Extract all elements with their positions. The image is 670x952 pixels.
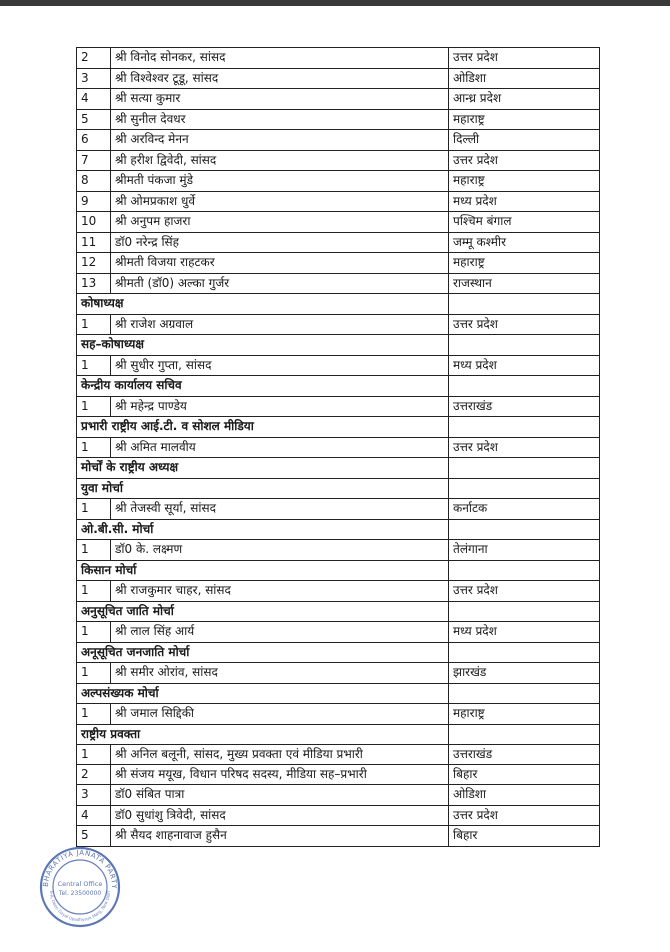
member-name: श्री लाल सिंह आर्य	[111, 622, 449, 643]
stamp-office: Central Office	[57, 880, 103, 888]
section-title: ओ.बी.सी. मोर्चा	[77, 519, 449, 540]
member-name: डॉ0 के. लक्ष्मण	[111, 540, 449, 561]
table-row	[77, 191, 600, 212]
member-state: उत्तर प्रदेश	[449, 314, 600, 335]
row-number: 5	[77, 109, 111, 130]
member-state: राजस्थान	[449, 273, 600, 294]
table-row	[77, 212, 600, 233]
table-row	[77, 109, 600, 130]
member-name: श्री सुनील देवधर	[111, 109, 449, 130]
row-number: 5	[77, 826, 111, 847]
member-name: श्री अरविन्द मेनन	[111, 130, 449, 151]
member-name: श्री अनिल बलूनी, सांसद, मुख्य प्रवक्ता एवं मीडिया प्रभारी	[111, 745, 449, 765]
row-number: 1	[77, 355, 111, 376]
section-header-row	[77, 560, 600, 581]
section-empty-cell	[449, 560, 600, 581]
member-state: बिहार	[449, 826, 600, 847]
table-row	[77, 499, 600, 520]
row-number: 3	[77, 68, 111, 89]
section-empty-cell	[449, 376, 600, 397]
section-empty-cell	[449, 642, 600, 663]
table-row	[77, 745, 600, 765]
member-state: उत्तर प्रदेश	[449, 48, 600, 69]
table-row	[77, 150, 600, 171]
member-state: महाराष्ट्र	[449, 109, 600, 130]
section-header-row	[77, 376, 600, 397]
member-state: कर्नाटक	[449, 499, 600, 520]
row-number: 12	[77, 253, 111, 274]
member-state: पश्चिम बंगाल	[449, 212, 600, 233]
table-row	[77, 232, 600, 253]
row-number: 6	[77, 130, 111, 151]
section-header-row	[77, 478, 600, 499]
section-empty-cell	[449, 519, 600, 540]
member-state: आन्ध्र प्रदेश	[449, 89, 600, 110]
table-row	[77, 622, 600, 643]
member-state: ओडिशा	[449, 68, 600, 89]
section-empty-cell	[449, 478, 600, 499]
member-name: डॉ0 सुधांशु त्रिवेदी, सांसद	[111, 805, 449, 826]
section-empty-cell	[449, 417, 600, 438]
row-number: 9	[77, 191, 111, 212]
row-number: 8	[77, 171, 111, 192]
section-title: राष्ट्रीय प्रवक्ता	[77, 724, 449, 745]
section-title: युवा मोर्चा	[77, 478, 449, 499]
member-name: डॉ0 संबित पात्रा	[111, 785, 449, 806]
table-row	[77, 805, 600, 826]
table-row	[77, 273, 600, 294]
row-number: 10	[77, 212, 111, 233]
row-number: 1	[77, 396, 111, 417]
row-number: 4	[77, 89, 111, 110]
member-name: श्री महेन्द्र पाण्डेय	[111, 396, 449, 417]
table-row	[77, 130, 600, 151]
row-number: 1	[77, 540, 111, 561]
table-body	[77, 48, 600, 847]
member-name: श्री संजय मयूख, विधान परिषद सदस्य, मीडिया सह–प्रभारी	[111, 765, 449, 785]
member-name: श्री राजकुमार चाहर, सांसद	[111, 581, 449, 602]
table-row	[77, 663, 600, 684]
section-title: सह–कोषाध्यक्ष	[77, 335, 449, 356]
top-edge-bar	[0, 0, 670, 6]
row-number: 1	[77, 499, 111, 520]
table-row	[77, 355, 600, 376]
section-title: किसान मोर्चा	[77, 560, 449, 581]
stamp-address: 6-A, Deen Dayal Upadhyaya Marg, New Delh	[48, 890, 112, 923]
member-state: उत्तराखंड	[449, 396, 600, 417]
section-empty-cell	[449, 724, 600, 745]
section-title: कोषाध्यक्ष	[77, 294, 449, 315]
table-row	[77, 704, 600, 725]
row-number: 1	[77, 437, 111, 458]
member-state: तेलंगाना	[449, 540, 600, 561]
section-header-row	[77, 683, 600, 704]
stamp-ring-text: BHARATIYA JANATA PARTY	[41, 848, 119, 890]
member-state: मध्य प्रदेश	[449, 355, 600, 376]
table-row	[77, 437, 600, 458]
row-number: 3	[77, 785, 111, 806]
section-empty-cell	[449, 294, 600, 315]
member-name: श्री हरीश द्विवेदी, सांसद	[111, 150, 449, 171]
member-state: उत्तर प्रदेश	[449, 437, 600, 458]
member-name: श्री जमाल सिद्दिकी	[111, 704, 449, 725]
section-header-row	[77, 519, 600, 540]
table-row	[77, 785, 600, 806]
member-state: उत्तराखंड	[449, 745, 600, 765]
row-number: 1	[77, 745, 111, 765]
member-name: श्री विश्वेश्वर टूडू, सांसद	[111, 68, 449, 89]
row-number: 1	[77, 581, 111, 602]
section-empty-cell	[449, 683, 600, 704]
table-row	[77, 581, 600, 602]
member-name: श्री सैयद शाहनावाज हुसैन	[111, 826, 449, 847]
member-state: मध्य प्रदेश	[449, 191, 600, 212]
member-name: श्रीमती विजया राहटकर	[111, 253, 449, 274]
row-number: 13	[77, 273, 111, 294]
row-number: 1	[77, 663, 111, 684]
member-name: श्री राजेश अग्रवाल	[111, 314, 449, 335]
section-header-row	[77, 335, 600, 356]
section-header-row	[77, 417, 600, 438]
party-seal-stamp	[38, 845, 122, 929]
member-name: श्री विनोद सोनकर, सांसद	[111, 48, 449, 69]
member-name: श्री सत्या कुमार	[111, 89, 449, 110]
row-number: 1	[77, 314, 111, 335]
member-name: श्री ओमप्रकाश धुर्वे	[111, 191, 449, 212]
member-state: ओडिशा	[449, 785, 600, 806]
table-row	[77, 253, 600, 274]
member-name: श्रीमती (डॉ0) अल्का गुर्जर	[111, 273, 449, 294]
member-state: दिल्ली	[449, 130, 600, 151]
row-number: 1	[77, 704, 111, 725]
section-title: मोर्चों के राष्ट्रीय अध्यक्ष	[77, 458, 449, 479]
row-number: 4	[77, 805, 111, 826]
member-state: जम्मू कश्मीर	[449, 232, 600, 253]
table-row	[77, 171, 600, 192]
section-title: प्रभारी राष्ट्रीय आई.टी. व सोशल मीडिया	[77, 417, 449, 438]
member-state: महाराष्ट्र	[449, 171, 600, 192]
table-row	[77, 826, 600, 847]
table-row	[77, 540, 600, 561]
member-state: उत्तर प्रदेश	[449, 581, 600, 602]
row-number: 2	[77, 765, 111, 785]
member-state: उत्तर प्रदेश	[449, 805, 600, 826]
row-number: 1	[77, 622, 111, 643]
section-header-row	[77, 601, 600, 622]
table-row	[77, 314, 600, 335]
section-empty-cell	[449, 601, 600, 622]
member-name: श्री अमित मालवीय	[111, 437, 449, 458]
member-state: झारखंड	[449, 663, 600, 684]
row-number: 7	[77, 150, 111, 171]
member-name: श्री तेजस्वी सूर्या, सांसद	[111, 499, 449, 520]
table-row	[77, 396, 600, 417]
section-header-row	[77, 458, 600, 479]
table-row	[77, 48, 600, 69]
section-empty-cell	[449, 335, 600, 356]
member-state: महाराष्ट्र	[449, 253, 600, 274]
office-bearers-table	[76, 47, 600, 847]
table-row	[77, 765, 600, 785]
section-title: अनुसूचित जाति मोर्चा	[77, 601, 449, 622]
member-state: महाराष्ट्र	[449, 704, 600, 725]
section-title: अनूसूचित जनजाति मोर्चा	[77, 642, 449, 663]
section-header-row	[77, 294, 600, 315]
section-header-row	[77, 724, 600, 745]
member-name: श्री सुधीर गुप्ता, सांसद	[111, 355, 449, 376]
table-row	[77, 68, 600, 89]
member-name: डॉ0 नरेन्द्र सिंह	[111, 232, 449, 253]
section-title: केन्द्रीय कार्यालय सचिव	[77, 376, 449, 397]
member-name: श्री अनुपम हाजरा	[111, 212, 449, 233]
member-name: श्रीमती पंकजा मुंडे	[111, 171, 449, 192]
row-number: 2	[77, 48, 111, 69]
member-state: उत्तर प्रदेश	[449, 150, 600, 171]
section-empty-cell	[449, 458, 600, 479]
section-title: अल्पसंख्यक मोर्चा	[77, 683, 449, 704]
section-header-row	[77, 642, 600, 663]
member-name: श्री समीर ओरांव, सांसद	[111, 663, 449, 684]
member-state: बिहार	[449, 765, 600, 785]
row-number: 11	[77, 232, 111, 253]
member-state: मध्य प्रदेश	[449, 622, 600, 643]
stamp-tel: Tel. 23500000	[58, 890, 102, 897]
document-sheet	[76, 47, 599, 847]
table-row	[77, 89, 600, 110]
